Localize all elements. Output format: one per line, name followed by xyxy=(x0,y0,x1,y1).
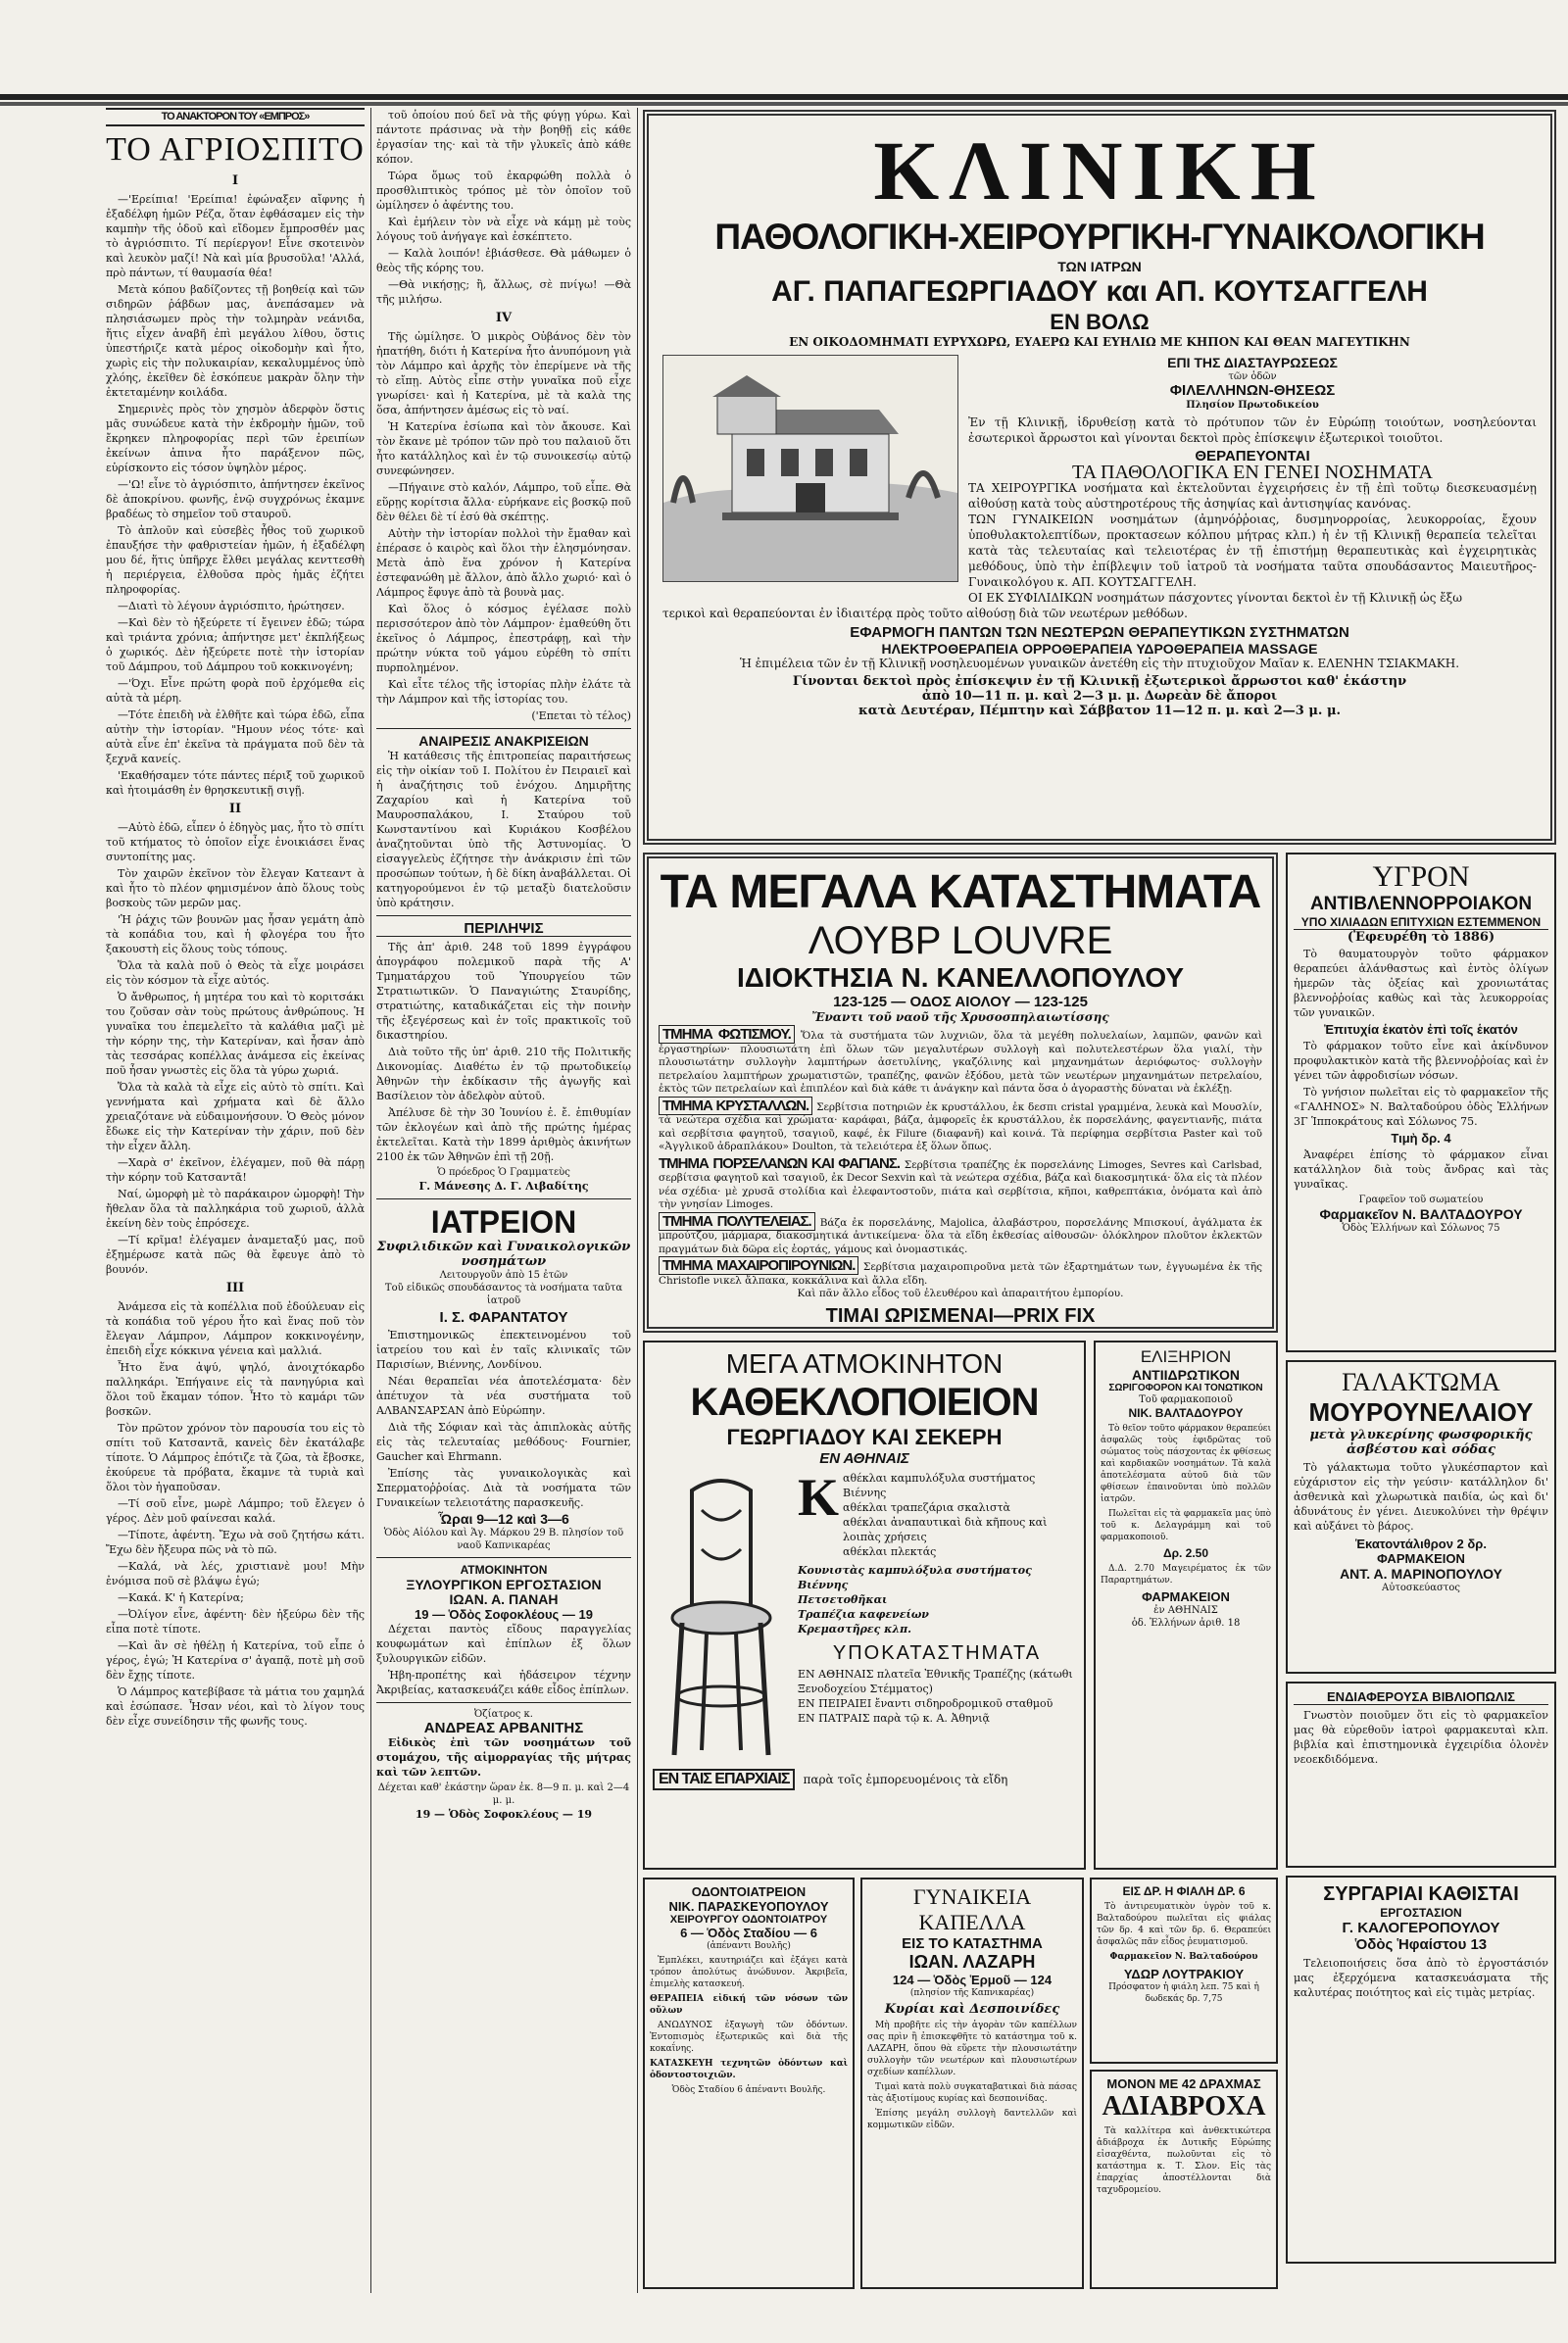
oculist-label: Ὀζίατρος κ. xyxy=(474,1709,533,1720)
story-paragraph: Σημερινὲς πρὸς τὸν χησμὸν ἀδερφὸν ὅστις μᾶς συνώδευε κατὰ τὴν ἐκδρομὴν ἡμῶν, τοῦ ἔκρηκεν πληροφορίας περὶ τῶν ἐρειπίων ἐκείνων ἀπινα ἦτο παράξενον πῶς, εὑρίσκοντο εἰς τόσον ὑψηλὸν μέρος. xyxy=(106,403,365,474)
louvre-address: 123-125 — ΟΔΟΣ ΑΙΟΛΟΥ — 123-125 xyxy=(833,994,1088,1010)
milk-dose: Ἑκατοντάλιθρον 2 δρ. xyxy=(1355,1537,1487,1551)
clinic-treated-heading: ΘΕΡΑΠΕΥΟΝΤΑΙ xyxy=(1195,448,1310,464)
louvre-title: ΤΑ ΜΕΓΑΛΑ ΚΑΤΑΣΤΗΜΑΤΑ xyxy=(660,866,1261,918)
story-paragraph: Ὅλα τὰ καλὰ ποῦ ὁ Θεὸς τὰ εἶχε μοιράσει εἰς τὸν κόσμον τὰ εἶχε αὐτός. xyxy=(106,959,365,987)
clinic-syphilitic: ΟΙ ΕΚ ΣΥΦΙΛΙΔΙΚΩΝ νοσημάτων πάσχοντες γίνονται δεκτοὶ ἐν τῇ Κλινικῇ ὡς ἔξω xyxy=(968,591,1463,605)
chairs-provinces-text: παρὰ τοῖς ἐμπορευομένοις τὰ εἴδη xyxy=(803,1773,1008,1786)
clinic-streets: ΦΙΛΕΛΛΗΝΩΝ-ΘΗΣΕΩΣ xyxy=(1169,382,1336,399)
cod-liver-oil-ad xyxy=(1286,1360,1556,1674)
elixir-owner: ΝΙΚ. ΒΑΛΤΑΔΟΥΡΟΥ xyxy=(1128,1406,1244,1420)
iatreion-text: Ἐπίσης τὰς γυναικολογικὰς καὶ Σπερματοῤῥοίας. Διὰ τὰ νοσήματα τῶν Γυναικείων τελειοτάτης παρασκευῆς. xyxy=(376,1467,631,1509)
oculist-text: Εἰδικὸς ἐπὶ τῶν νοσημάτων τοῦ στομάχου, τῆς αἱμορραγίας τῆς μήτρας καὶ τῶν λεπτῶν. xyxy=(376,1736,631,1779)
elixir-pharmacy: ΦΑΡΜΑΚΕΙΟΝ xyxy=(1142,1589,1230,1604)
bentwood-chair-icon xyxy=(653,1471,790,1765)
drug-name: ΑΝΤΙΒΛΕΝΝΟΡΡΟΙΑΚΟΝ xyxy=(1309,894,1533,914)
clinic-intro: Ἐν τῇ Κλινικῇ, ἱδρυθείσῃ κατὰ τὸ πρότυπον τῶν ἐν Εὐρώπῃ τοιούτων, νοσηλεύονται ἐσωτερικοὶ ἄρρωστοι καὶ γίνονται δεκτοὶ πρὸς ἐπίσκεψιν ἐξωτερικοὶ τοιοῦτοι. xyxy=(968,415,1537,445)
louvre-department-title: ΤΜΗΜΑ ΠΟΛΥΤΕΛΕΙΑΣ. xyxy=(659,1212,815,1231)
drug-success: Ἐπιτυχία ἑκατὸν ἐπὶ τοῖς ἑκατόν xyxy=(1324,1022,1518,1037)
louvre-department xyxy=(659,1212,1262,1257)
story-part-3: III xyxy=(225,1281,245,1295)
milk-pharmacy: ΦΑΡΜΑΚΕΙΟΝ xyxy=(1377,1551,1465,1566)
story-paragraph: Τὸ ἀπλοῦν καὶ εὐσεβὲς ἦθος τοῦ χωρικοῦ ἐπαυξήσε τὴν φαθριστείαν ἡμῶν, ἡ ἐξαδέλφη μου δέ, ἥτις ὑπῆρχε ἔλθει μεγάλας κενττεσθὴ ἡ περιέργεια, ἐλθοῦσα πρὸς ἡμᾶς ἐζήτει πληροφορίας. xyxy=(106,524,365,596)
louvre-department-title: ΤΜΗΜΑ ΦΩΤΙΣΜΟΥ. xyxy=(659,1025,795,1044)
clinic-gynaecological: ΤΩΝ ΓΥΝΑΙΚΕΙΩΝ νοσημάτων (ἀμηνόῤῥοιας, δυσμηνορροίας, λευκορροίας, ἔχουν ὑποθυλακτολεπτίδων, προκτασεων κόλπου μήτρας κλπ.) ἡ ἐν τῇ Κλινικῇ θεραπεία τελεῖται κατὰ τὰς τελευταίας καὶ τελειοτέρας ἐν τῇ ἐπιστήμῃ θεραπευτικὰς καὶ ἐγχειρητικὰς μεθόδους, ὑπὸ τὴν ἐπίβλεψιν τοῦ ἰατροῦ τὰ νοσήματα ταῦτα σπουδάσαντος Μαιευτῆρος-Γυναικολόγου κ. ΑΠ. ΚΟΥΤΣΑΓΓΕΛΗ. xyxy=(968,513,1537,589)
milk-title: ΓΑΛΑΚΤΩΜΑ xyxy=(1342,1368,1500,1396)
story-paragraph: 'Ἡ ῥάχις τῶν βουνῶν μας ἦσαν γεμάτη ἀπὸ τὰ κοπάδια του, καὶ ἡ φλογέρα του ἦτο ξακουστὴ εἰς ὅλους τοὺς τόπους. xyxy=(106,913,365,955)
louvre-ad xyxy=(643,853,1278,1333)
clinic-crossroads: ΕΠΙ ΤΗΣ ΔΙΑΣΤΑΥΡΩΣΕΩΣ xyxy=(1167,355,1338,370)
elixir-ad xyxy=(1094,1341,1278,1870)
story-column-1 xyxy=(106,108,365,2283)
milk-tag: μετὰ γλυκερίνης φωσφορικῆς ἀσβέστου καὶ σόδας xyxy=(1309,1428,1533,1457)
louvre-department xyxy=(659,1154,1263,1212)
iatreion-text: Νέαι θεραπεῖαι νέα ἀποτελέσματα· δὲν ἀπέτυχον τὰ νέα συστήματα τοῦ ΑΛΒΑΝΣΑΡΣΑΝ ἀπὸ Εὐρώπην. xyxy=(376,1375,631,1417)
louvre-opposite: Ἔναντι τοῦ ναοῦ τῆς Χρυσοσπηλαιωτίσσης xyxy=(811,1010,1109,1024)
story-paragraph: —Καὶ ἂν σὲ ἠθέλῃ ἡ Κατερίνα, τοῦ εἶπε ὁ γέρος, ἐγώ; Ἡ Κατερίνα σ' ἀγαπᾷ, ποτὲ μὴ σοῦ δὲν ἔχῃς τίποτε. xyxy=(106,1639,365,1682)
antirheumatic-title: ΕΙΣ ΔΡ. Η ΦΙΑΛΗ ΔΡ. 6 xyxy=(1122,1884,1246,1898)
elixir-pharmacy-address: ἐν ΑΘΗΝΑΙΣ xyxy=(1153,1605,1218,1616)
iatreion-doctor: Ι. Σ. ΦΑΡΑΝΤΑΤΟΥ xyxy=(439,1309,568,1326)
divider xyxy=(376,1198,631,1199)
dentist-make: ΚΑΤΑΣΚΕΥΗ τεχνητῶν ὀδόντων καὶ ὀδοντοστοιχιῶν. xyxy=(650,2059,848,2080)
story-paragraph: Καὶ εἶτε τέλος τῆς ἱστορίας πλὴν ἐλάτε τὰ τὴν Λάμπρον καὶ τῆς ἱστορίας του. xyxy=(376,678,631,706)
woodwork-name: ΞΥΛΟΥΡΓΙΚΟΝ ΕΡΓΟΣΤΑΣΙΟΝ xyxy=(406,1577,602,1592)
milk-text: Τὸ γάλακτωμα τοῦτο γλυκέσπαρτον καὶ εὐχάριστον εἰς τὴν γεύσιν· κατάλληλον δι' ἀσθενικὰ καὶ χλωρωτικὰ παιδία, ὡς καὶ δι' ἀδυνάτους ἐν γένει. Διευκολύνει τὴν θρέψιν καὶ αὐξάνει τὸ βάρος. xyxy=(1294,1461,1548,1533)
clinic-near: Πλησίον Πρωτοδικείου xyxy=(1186,400,1319,411)
hats-title: ΓΥΝΑΙΚΕΙΑ ΚΑΠΕΛΛΑ xyxy=(912,1884,1032,1934)
sugar-sub: ΕΡΓΟΣΤΑΣΙΟΝ xyxy=(1380,1906,1462,1920)
dentist-address-3: Ὁδὸς Σταδίου 6 ἀπέναντι Βουλῆς. xyxy=(671,2085,826,2095)
chairs-branch: ΕΝ ΠΑΤΡΑΙΣ παρὰ τῷ κ. Α. Ἀθηνιᾷ xyxy=(798,1712,990,1725)
story-paragraph: Ὁ Λάμπρος κατεβίβασε τὰ μάτια του χαμηλά καὶ ἐσώπασε. Ἦσαν νέοι, καὶ τὸ λίγον τους δὲν εἶχε συνείδησιν τῆς φωνῆς τους. xyxy=(106,1685,365,1728)
woodwork-owner: ΙΩΑΝ. Α. ΠΑΝΑΗ xyxy=(449,1591,559,1607)
story-part-2: II xyxy=(228,802,242,816)
oculist-name: ΑΝΔΡΕΑΣ ΑΡΒΑΝΙΤΗΣ xyxy=(423,1720,584,1736)
louvre-department xyxy=(659,1099,1262,1154)
louvre-prices: ΤΙΜΑΙ ΩΡΙΣΜΕΝΑΙ—PRIX FIX xyxy=(825,1304,1096,1327)
chairs-city: ΕΝ ΑΘΗΝΑΙΣ xyxy=(819,1450,909,1467)
louvre-department xyxy=(659,1028,1262,1097)
dentist-title: ΟΔΟΝΤΟΙΑΤΡΕΙΟΝ xyxy=(691,1884,807,1899)
story-paragraph: —Πήγαινε στὸ καλόν, Λάμπρο, τοῦ εἶπε. Θὰ εὕρῃς κορίτσια ἄλλα· εὑρήκανε εἰς βοσκῷ ποῦ δὲν θέλει δὲ τί ἐσύ θὰ σκέπτῃς. xyxy=(376,481,631,523)
story-paragraph: —Θὰ νικήσῃς; ἢ, ἄλλως, σὲ πνίγω! —Θὰ τῆς μιλήσω. xyxy=(376,278,631,306)
chairs-branch: ΕΝ ΑΘΗΝΑΙΣ πλατεῖα Ἐθνικῆς Τραπέζης (κάτωθι Ξενοδοχείου Στέμματος) xyxy=(798,1668,1073,1695)
louvre-department-text: Σερβίτσια τραπέζης ἐκ πορσελάνης Limoges, Sevres καὶ Carlsbad, σερβίτσια φαγητοῦ καὶ τσαγιοῦ, ἐκ Decor Sexvin καὶ τὰ νεώτερα σχέδια, βάζα καὶ διακοσμητικά· ὅλα εἰς τὰ πλέον νέα σχέδια· μὲ χρυσᾶ στολίδια καὶ ἐλεφαντοστοῦν, πιάτα καὶ σερβίτσια, κῆποι, καθρεπτάκια, ὀνόματα καὶ ἀπὸ τὴν γνησίαν Limoges. xyxy=(659,1158,1263,1210)
dentist-text: ΑΝΩΔΥΝΟΣ ἐξαγωγὴ τῶν ὀδόντων. Ἐντοπισμὸς ἐξωτερικῶς καὶ διὰ τῆς κοκαΐνης. xyxy=(650,2021,848,2054)
drug-sold: Τὸ γνήσιον πωλεῖται εἰς τὸ φαρμακεῖον τῆς «ΓΑΛΗΝΟΣ» Ν. Βαλταδούρου ὁδὸς Ἑλλήνων 3Γ Ἱπποκράτους καὶ Σόλωνος 75. xyxy=(1294,1086,1548,1128)
elixir-pharmacy-address-2: ὁδ. Ἑλλήνων ἀριθ. 18 xyxy=(1131,1618,1241,1629)
louvre-department-text: Βάζα ἐκ πορσελάνης, Majolica, ἀλαβάστρου, πορσελάνης Μπισκουί, ἀγάλματα ἐκ μπρούτζου, μάρμαρα, διακοσμητικά ἀντικείμενα· ὅλα τὰ εἴδη ἐκθεσίας αἰθουσῶν· ὁλόκληρον πλοῦτον ἐκλεκτῶν πραγμάτων διὰ δῶρα εἰς ἐορτάς, γάμους καὶ ὀνομαστικάς. xyxy=(659,1216,1262,1255)
bottom-band xyxy=(0,2297,1568,2343)
antiblennorrhea-ad xyxy=(1286,853,1556,1352)
story-paragraph: —Χαρὰ σ' ἐκεῖνον, ἐλέγαμεν, ποῦ θὰ πάρῃ τὴν κόρην τοῦ Κατσαντᾶ! xyxy=(106,1156,365,1184)
story-paragraph: —'Ω! εἶνε τὸ ἀγριόσπιτο, ἀπήντησεν ἐκεῖνος δὲ ἀποκρίνου. φωνῆς, ἐνῷ συγχρόνως ἐκαμνε βραδέως τὸ σημεῖον τοῦ σταυροῦ. xyxy=(106,478,365,520)
dentist-address-2: (ἀπέναντι Βουλῆς) xyxy=(707,1941,791,1951)
books-title: ΕΝΔΙΑΦΕΡΟΥΣΑ ΒΙΒΛΙΟΠΩΛΙΣ xyxy=(1294,1689,1548,1705)
oculist-address: 19 — Ὁδὸς Σοφοκλέους — 19 xyxy=(415,1808,593,1821)
story-paragraph: Τὸν πρῶτον χρόνον τὸν παρουσία του εἰς τὸ σπίτι τοῦ Κατσαντᾶ, κανεὶς δὲν ἐκατάλαβε τίποτε. Ὁ Λάμπρος ἐπότιζε τὰ ζῶα, τὰ ἔβοσκε, ἐκούρευε τὰ πρόβατα, ἔκαμνε τὰ τυριὰ καὶ ὅλοι τὸν ἠγαποῦσαν. xyxy=(106,1422,365,1493)
milk-name: ΜΟΥΡΟΥΝΕΛΑΙΟΥ xyxy=(1308,1397,1534,1427)
story-paragraph: —Καλά, νὰ λές, χριστιανὲ μου! Μὴν ἐνόμισα ποῦ σὲ βλάψω ἐγώ; xyxy=(106,1560,365,1587)
dentist-text: Ἐμπλέκει, καυτηριάζει καὶ ἐξάγει κατὰ τρόπον ἀπολύτως ἀνώδυνον. Ἀκριβεῖα, ἐπιμελὴς κατασκευή. xyxy=(650,1956,848,1989)
masthead-label: ΤΟ ΑΝΑΚΤΟΡΟΝ ΤΟΥ «ΕΜΠΡΟΣ» xyxy=(106,108,365,126)
clinic-ad xyxy=(643,110,1556,845)
antirheumatic-text: Τὸ ἀντιρευματικὸν ὑγρὸν τοῦ κ. Βαλταδούρου πωλεῖται εἰς φιάλας τῶν δρ. 4 καὶ τῶν δρ. 6. Θεραπεύει ἀσφαλῶς πᾶν εἶδος ῥευματισμοῦ. xyxy=(1097,1902,1271,1947)
story-paragraph: —Τί κρῖμα! ἐλέγαμεν ἀναμεταξύ μας, ποῦ ἐξημέρωσε κατὰ πῶς θὰ ἔφευγε ἀπὸ τὸ βουνόν. xyxy=(106,1234,365,1276)
chairs-list-item: αθέκλαι τραπεζάρια σκαλιστὰ xyxy=(843,1501,1010,1514)
continued-note: ('Επεται τὸ τέλος) xyxy=(531,709,631,722)
story-paragraph: Καὶ ἐμήλειν τὸν νὰ εἶχε νὰ κάμῃ μὲ τοὺς λόγους τοῦ ἀνήγαγε καὶ ἐσκέπτετο. xyxy=(376,216,631,243)
chairs-product: Τραπέζια καφενείων xyxy=(798,1608,929,1621)
story-paragraph: —Τίποτε, ἀφέντη. Ἔχω νὰ σοῦ ζητήσω κάτι. Ἔχω δὲν ἤξευρα πῶς νὰ τὸ πῶ. xyxy=(106,1529,365,1556)
chairs-list-item: αθέκλαι καμπυλόξυλα συστήματος Βιέννης xyxy=(843,1472,1036,1499)
chair-factory-ad xyxy=(643,1341,1086,1870)
column-rule xyxy=(370,108,371,2293)
sugar-text: Τελειοποιήσεις ὅσα ἀπὸ τὸ ἐργοστάσιόν μας ἐξερχόμενα κατασκευάσματα τῆς καλυτέρας ποιότητος καὶ εἰς τιμὰς μετρίας. xyxy=(1294,1957,1548,1999)
clinic-treated-all: ΤΑ ΠΑΘΟΛΟΓΙΚΑ ΕΝ ΓΕΝΕΙ ΝΟΣΗΜΑΤΑ xyxy=(1072,462,1433,483)
raincoat-ad xyxy=(1090,2070,1278,2289)
woodwork-title: ΑΤΜΟΚΙΝΗΤΟΝ xyxy=(460,1563,548,1577)
clinic-streets-of: τῶν ὁδῶν xyxy=(1228,371,1277,382)
chairs-branch: ΕΝ ΠΕΙΡΑΙΕΙ ἔναντι σιδηροδρομικοῦ σταθμοῦ xyxy=(798,1697,1054,1710)
villa-illustration xyxy=(663,356,957,581)
story-part-4: IV xyxy=(495,311,513,325)
elixir-text: Πωλεῖται εἰς τὰ φαρμακεῖα μας ὑπὸ τοῦ κ. Δελαγράμμη καὶ τοῦ φαρμακοποιοῦ. xyxy=(1101,1509,1271,1542)
louvre-department-text: Σερβίτσια μαχαιροπιροῦνα μετὰ τῶν ἐξαρτημάτων των, ἐγγυωμένα ἐκ τῆς Christofle νικελ ἄλπακα, κοκκάλινα καὶ ἄλλα εἴδη. xyxy=(659,1261,1262,1287)
antirheumatic-pharmacy: Φαρμακεῖον Ν. Βαλταδούρου xyxy=(1109,1952,1258,1962)
summary-signature-title: Ὁ πρόεδρος Ὁ Γραμματεὺς xyxy=(437,1167,570,1178)
elixir-price: Δρ. 2.50 xyxy=(1162,1546,1209,1560)
clinic-subtitle: ΠΑΘΟΛΟΓΙΚΗ-ΧΕΙΡΟΥΡΓΙΚΗ-ΓΥΝΑΙΚΟΛΟΓΙΚΗ xyxy=(714,217,1485,257)
clinic-hours: Γίνονται δεκτοὶ πρὸς ἐπίσκεψιν ἐν τῇ Κλινικῇ ἐξωτερικοὶ ἄρρωστοι καθ' ἑκάστην xyxy=(792,674,1407,689)
story-paragraph: Ἀνάμεσα εἰς τὰ κοπέλλια ποῦ ἐδούλευαν εἰς τὰ κοπάδια τοῦ γέρου ἦτο καὶ ἕνας ποῦ τὸν ἔλεγαν Λάμπρον, Λάμπρον κοκκινογένην, ἐπειδὴ εἶχε κόκκινα γένεια καὶ μαλλιά. xyxy=(106,1300,365,1357)
hats-text: Τιμαὶ κατὰ πολὺ συγκαταβατικαὶ διὰ πάσας τὰς ἀξιοτίμους κυρίας καὶ δεσποινίδας. xyxy=(867,2082,1077,2104)
iatreion-address: Ὁδὸς Αἰόλου καὶ Ἁγ. Μάρκου 29 Β. πλησίον τοῦ ναοῦ Καπνικαρέας xyxy=(383,1528,624,1551)
summary-text: Διὰ τοῦτο τῆς ὑπ' ἀριθ. 210 τῆς Πολιτικῆς Δικονομίας. Διαθέτω ἐν τῷ πρωτοδικείῳ Ἀθηνῶν τὴν ἐκδίκασιν τῆς ἀγωγῆς καὶ Βασίλειον τὸν ἀδελφὸν αὐτοῦ. xyxy=(376,1046,631,1102)
clinic-of-doctors: ΤΩΝ ΙΑΤΡΩΝ xyxy=(1057,259,1142,274)
chairs-product: Κρεμαστῆρες κλπ. xyxy=(798,1623,911,1635)
dentist-therapy: ΘΕΡΑΠΕΙΑ εἰδική τῶν νόσων τῶν οὔλων xyxy=(650,1994,848,2016)
summary-title: ΠΕΡΙΛΗΨΙΣ xyxy=(376,921,631,937)
iatreion-text: Διὰ τῆς Σόφιαν καὶ τὰς ἀπιπλοκὰς αὐτῆς εἰς τὰς τελευταίας μεθόδους· Fournier, Gaucher καὶ Ehrmann. xyxy=(376,1421,631,1463)
clinic-hours-3: κατὰ Δευτέραν, Πέμπτην καὶ Σάββατον 11—12 π. μ. καὶ 2—3 μ. μ. xyxy=(858,704,1341,718)
books-text: Γνωστὸν ποιοῦμεν ὅτι εἰς τὸ φαρμακεῖον μας θὰ εὑρεθοῦν ἰατροὶ φαρμακευταὶ κλπ. βιβλία καὶ ἐπιστημονικὰ ἐγχειρίδια ὁλονὲν νεοεκδιδόμενα. xyxy=(1294,1709,1548,1766)
antirheumatic-ad xyxy=(1090,1878,1278,2064)
story-paragraph: Ἦτο ἕνα ἀψύ, ψηλό, ἀνοιχτόκαρδο παλληκάρι. Ἐπήγαινε εἰς τὰ πανηγύρια καὶ ὅλοι τοῦ ἔκαμαν τόπον. Ἦτο τὸ καμάρι τῶν βοσκῶν. xyxy=(106,1361,365,1418)
story-paragraph: —'Όχι. Εἶνε πρώτη φορὰ ποῦ ἐρχόμεθα εἰς αὐτὰ τὰ μέρη. xyxy=(106,677,365,705)
column-rule xyxy=(637,108,638,2293)
drug-text: Τὸ θαυματουργὸν τοῦτο φάρμακον θεραπεύει ἀλάνθαστως καὶ ἐντὸς ὀλίγων ἡμερῶν τὰς ὀξείας καὶ χρονιωτάτας βλεννοῤῥοίας καθὼς καὶ τὰς λευκορροίας τῶν γυναικῶν. xyxy=(1294,948,1548,1019)
clinic-building: ΕΝ ΟΙΚΟΔΟΜΗΜΑΤΙ ΕΥΡΥΧΩΡΩ, ΕΥΑΕΡΩ ΚΑΙ ΕΥΗΛΙΩ ΜΕ ΚΗΠΟΝ ΚΑΙ ΘΕΑΝ ΜΑΓΕΥΤΙΚΗΝ xyxy=(789,335,1410,349)
woodwork-text: Ἡβη-προπέτης καὶ ἠδάσειρον τέχνην Ἀκριβείας, κατασκευάζει κάθε εἶδος ἐπίπλων. xyxy=(376,1669,631,1696)
drug-sub: ΥΠΟ ΧΙΛΙΑΔΩΝ ΕΠΙΤΥΧΙΩΝ ΕΣΤΕΜΜΕΝΟΝ xyxy=(1294,915,1548,930)
elixir-name: ΑΝΤΙΙΔΡΩΤΙΚΟΝ xyxy=(1131,1367,1241,1383)
story-paragraph: Ναί, ὡμορφὴ μὲ τὸ παράκαιρον ὡμορφὴ! Τὴν ἤθελαν ὅλα τὰ παλληκάρια τοῦ χωριοῦ, ἀλλὰ ἐκείνη δὲν τοὺς ἐπρόσεχε. xyxy=(106,1188,365,1230)
summary-signature-names: Γ. Μάνεσης Δ. Γ. Λιβαδίτης xyxy=(418,1180,589,1193)
clinic-syphilitic-2: τερικοὶ καὶ θεραπεύονται ἐν ἰδιαιτέρᾳ πρὸς τοῦτο αἰθούσῃ διὰ τῶν νεωτέρων μεθόδων. xyxy=(662,607,1188,620)
chairs-product: Πετσετοθῆκαι xyxy=(798,1593,888,1606)
elixir-text: Τὸ θεῖον τοῦτο φάρμακον θεραπεύει ἀσφαλῶς τοὺς ἐφιδρῶτας τοῦ σώματος τοὺς πάσχοντας ἐκ φθίσεως καὶ καρδιακῶν νοσημάτων. Τὰ καλὰ ἀποτελέσματα αὐτοῦ διὰ τῶν φθίσεων ἐπαινοῦνται ὑπὸ πολλῶν ἰατρῶν. xyxy=(1101,1424,1271,1504)
story-paragraph: Μετὰ κόπου βαδίζοντες τῇ βοηθείᾳ καὶ τῶν σιδηρῶν ῥάβδων μας, ἀνεπάσαμεν νὰ πλησιάσωμεν πρὸς τὴν τολμηρὰν νεάνιδα, ἥτις εἶχεν ἀναβῆ ἐπὶ μεγάλου λίθου, ὅστις ὑπεστήριζε κατὰ μέρος οἰκοδομὴν καὶ ἧτο, χωρὶς εἰς τὴν πολυκαιρίαν, κεκαλυμμένος ὑπὸ χλόης, ἐκεῖθεν δὲ ἐσκόπευε μακρὰν ὅλην τὴν ἐκτεταμένην κοιλάδα. xyxy=(106,283,365,399)
drug-text: Ἀναφέρει ἐπίσης τὸ φάρμακον εἶναι κατάλληλον διὰ τοὺς ἄνδρας καὶ τὰς γυναῖκας. xyxy=(1294,1148,1548,1191)
summary-text: Τῆς ἀπ' ἀριθ. 248 τοῦ 1899 ἐγγράφου ἀπογράφου πολεμικοῦ παρὰ τῆς Α' Τμηματάρχου τοῦ Ὑπουργείου τῶν Στρατιωτικῶν. Ὁ Παναγιώτης Σταυρίδης, στρατιώτης, καταδικάζεται εἰς τὴν ποινὴν τῆς ἐξεγέρσεως καὶ ἐν τοῖς πρακτικοῖς τοῦ δικαστηρίου. xyxy=(376,941,631,1042)
loutraki-water-text: Πρόσφατον ἡ φιάλη λεπ. 75 καὶ ἡ δωδεκάς δρ. 7,75 xyxy=(1108,1982,1259,2004)
story-paragraph: Ὅλα τὰ καλὰ τὰ εἶχε εἰς αὐτὸ τὸ σπίτι. Καὶ γεννήματα καὶ χρήματα καὶ δὲ ἄλλο χρειαζότανε νὰ εὐδαιμονήσουν. Ὁ Θεὸς μόνον ἔδωκε εἰς τὴν Κατερίναν τὴν χάριν, ποῦ δὲν τὴν εἶχεν ἄλλη. xyxy=(106,1081,365,1152)
woodwork-address: 19 — Ὁδὸς Σοφοκλέους — 19 xyxy=(415,1607,593,1622)
louvre-tail: Καὶ πᾶν ἄλλο εἶδος τοῦ ἐλευθέρου καὶ ἀπαραιτήτου ἐμπορίου. xyxy=(797,1288,1124,1299)
clinic-title: ΚΛΙΝΙΚΗ xyxy=(873,123,1326,218)
louvre-department-title: ΤΜΗΜΑ ΚΡΥΣΤΑΛΛΩΝ. xyxy=(659,1097,812,1115)
drug-pharmacy-address: Ὁδὸς Ἑλλήνων καὶ Σόλωνος 75 xyxy=(1342,1223,1500,1234)
elixir-title: ΕΛΙΞΗΡΙΟΝ xyxy=(1140,1347,1232,1366)
masthead-strip xyxy=(0,102,1568,106)
rumor-text: Ἡ κατάθεσις τῆς ἐπιτροπείας παραιτήσεως εἰς τὴν οἰκίαν τοῦ Ι. Πολίτου ἐν Πειραιεῖ καὶ ἡ ἀναζήτησις τοῦ ἐνόχου. Δημιρῆτης Ζαχαρίου καὶ ἡ Κατερίνα τοῦ Μαυροσπαλάκου, Ι. Σταύρου τοῦ Κωνσταντίνου καὶ Κυριάκου Κοσβέλου ἀναζητοῦνται ὑπὸ τῆς Ἀστυνομίας. Ὁ εἰσαγγελεὺς ἐζήτησε τὴν ἀνάκρισιν ἐπὶ τῶν προσώπων τούτων, ἡ δὲ δίκη ἀναβάλλεται. Οἱ κατηγορούμενοι ἐν τῷ μεταξὺ διατελοῦσιν ὑπὸ κράτησιν. xyxy=(376,750,631,909)
hats-owner: ΙΩΑΝ. ΛΑΖΑΡΗ xyxy=(908,1952,1036,1972)
raincoat-name: ΑΔΙΑΒΡΟΧΑ xyxy=(1102,2091,1266,2122)
dentist-ad xyxy=(643,1878,855,2289)
story-part-1: I xyxy=(231,173,239,188)
chairs-list-item: αθέκλαι ἀναπαυτικαὶ διὰ κῆπους καὶ λοιπὰς χρήσεις xyxy=(843,1516,1048,1543)
chairs-list-item: αθέκλαι πλεκτάς xyxy=(843,1545,937,1558)
rumor-title: ΑΝΑΙΡΕΣΙΣ ΑΝΑΚΡΙΣΕΙΩΝ xyxy=(418,733,589,749)
chairs-product: Κουνιστὰς καμπυλόξυλα συστήματος Βιέννης xyxy=(798,1564,1032,1591)
iatreion-text: Ἐπιστημονικῶς ἐπεκτεινομένου τοῦ ἰατρείου του καὶ ἐν ταῖς κλινικαῖς τῶν Παρισίων, Βιέννης, Λονδίνου. xyxy=(376,1329,631,1371)
milk-place: Αὐτοσκεύαστος xyxy=(1382,1583,1460,1593)
chairs-title: ΜΕΓΑ ΑΤΜΟΚΙΝΗΤΟΝ xyxy=(725,1348,1004,1379)
drop-cap: Κ xyxy=(798,1468,840,1527)
louvre-name: ΛΟΥΒΡ LOUVRE xyxy=(808,919,1113,962)
divider xyxy=(376,1557,631,1558)
drug-office: Γραφεῖον τοῦ σωματείου xyxy=(1358,1195,1484,1205)
books-notice xyxy=(1286,1682,1556,1868)
divider xyxy=(376,728,631,729)
divider xyxy=(376,915,631,916)
story-paragraph: Καὶ ὅλος ὁ κόσμος ἐγέλασε πολὺ περισσότερον ἀπὸ τὸν Λάμπρον· ἐμαθεύθη ὅτι ἐκεῖνος ὁ Λάμπρος, ἐπεστράφῃ, καὶ τὴν πρώτην νύκτα τοῦ γάμου εὑρέθη τὸ σπίτι πυρπολημένον. xyxy=(376,603,631,674)
story-paragraph: Τὸν χαιρῶν ἐκεῖνον τὸν ἔλεγαν Κατεαντ ὰ καὶ ἦτο τὸ πλέον φημισμένον ἀπὸ ὅλους τοὺς βοσκοὺς τῶν μερῶν μας. xyxy=(106,867,365,909)
chairs-owners: ΓΕΩΡΓΙΑΔΟΥ ΚΑΙ ΣΕΚΕΡΗ xyxy=(726,1425,1003,1449)
louvre-department-title: ΤΜΗΜΑ ΠΟΡΣΕΛΑΝΩΝ ΚΑΙ ΦΑΓΙΑΝΣ. xyxy=(659,1154,901,1172)
elixir-by: Τοῦ φαρμακοποιοῦ xyxy=(1139,1394,1233,1405)
story-column-2 xyxy=(376,108,631,2293)
chairs-name: ΚΑΘΕΚΛΟΠΟΙΕΙΟΝ xyxy=(690,1381,1039,1424)
story-paragraph: 'Εκαθήσαμεν τότε πάντες πέριξ τοῦ χωρικοῦ καὶ ἠτοιμάσθη ἐν θρησκευτικῇ σιγῇ. xyxy=(106,769,365,797)
drug-price: Τιμὴ δρ. 4 xyxy=(1391,1131,1451,1146)
dentist-address: 6 — Ὁδὸς Σταδίου — 6 xyxy=(680,1926,817,1940)
clinic-systems-2: ΗΛΕΚΤΡΟΘΕΡΑΠΕΙΑ ΟΡΡΟΘΕΡΑΠΕΙΑ ΥΔΡΟΘΕΡΑΠΕΙΑ MASSAGE xyxy=(881,641,1318,657)
story-paragraph: —Τότε ἐπειδὴ νὰ ἐλθῆτε καὶ τώρα ἐδῶ, εἶπα αὐτὴν τὴν ἱστορίαν. "Ημουν νέος τότε· καὶ αὐτὰ εἶνε ἐπ' ἐκεῖνα τὰ πράγματα ποῦ δὲν τὰ ξεχνᾶ κανείς. xyxy=(106,708,365,765)
sugar-owner: Γ. ΚΑΛΟΓΕΡΟΠΟΥΛΟΥ xyxy=(1342,1920,1500,1936)
elixir-sub: ΣΩΡΙΓΟΦΟΡΟΝ ΚΑΙ ΤΟΝΩΤΙΚΟΝ xyxy=(1108,1383,1263,1393)
story-paragraph: —'Ερείπια! 'Ερείπια! ἐφώναξεν αἴφνης ἡ ἐξαδέλφη ἡμῶν Ρέζα, ὅταν ἐφθάσαμεν εἰς τὴν καμπὴν τῆς ὁδοῦ καὶ εἴδομεν ἔμπροσθέν μας τὸ ἀγριόσπιτο. Τί περίεργον! Εἶνε σκοτεινὸν καὶ λευκὸν μαζί! Νὰ καὶ μία βρυσοῦλα! 'Αλλά, πρὸ πάντων, τί θαυμασία θέα! xyxy=(106,193,365,279)
story-paragraph: —Διατὶ τὸ λέγουν ἀγριόσπιτο, ἠρώτησεν. xyxy=(118,600,345,612)
hats-address: 124 — Ὁδὸς Ἑρμοῦ — 124 xyxy=(892,1973,1053,1987)
hats-footer: Ἐπίσης μεγάλη συλλογὴ δαντελλῶν καὶ κομμωτικῶν εἰδῶν. xyxy=(867,2109,1077,2130)
drug-year: (Ἐφευρέθη τὸ 1886) xyxy=(1347,930,1495,945)
chair-illustration xyxy=(653,1471,790,1765)
louvre-department xyxy=(659,1259,1262,1288)
drug-pharmacy: Φαρμακεῖον Ν. ΒΑΛΤΑΔΟΥΡΟΥ xyxy=(1319,1206,1523,1222)
sugar-title: ΣΥΡΓΑΡΙΑΙ ΚΑΘΙΣΤΑΙ xyxy=(1323,1883,1519,1905)
clinic-systems: ΕΦΑΡΜΟΓΗ ΠΑΝΤΩΝ ΤΩΝ ΝΕΩΤΕΡΩΝ ΘΕΡΑΠΕΥΤΙΚΩΝ ΣΥΣΤΗΜΑΤΩΝ xyxy=(850,624,1349,641)
divider xyxy=(376,1702,631,1703)
drug-title: ΥΓΡΟΝ xyxy=(1372,860,1470,893)
clinic-surgical: ΤΑ ΧΕΙΡΟΥΡΓΙΚΑ νοσήματα καὶ ἐκτελοῦνται ἐγχειρήσεις ἐν τῇ ἐπὶ τοῦτῳ διεσκευασμένῃ αἰθούσῃ κατὰ τοὺς αὐστηροτέρους τῆς ἀσηψίας καὶ ἀντισηψίας κανόνας. xyxy=(968,481,1537,511)
louvre-department-title: ΤΜΗΜΑ ΜΑΧΑΙΡΟΠΙΡΟΥΝΙΩΝ. xyxy=(659,1256,858,1275)
story-title: ΤΟ ΑΓΡΙΟΣΠΙΤΟ xyxy=(106,131,365,168)
story-paragraph: Τῆς ὡμίλησε. Ὁ μικρὸς Οὐβάνος δὲν τὸν ἠπατήθη, διότι ἡ Κατερίνα ἦτο ἀνυπόμονη γιὰ τὸν Λάμπρο καὶ ἀρχῆς τὸν ἐπερίμενε νὰ τῆς τὸ εἴπῃ. Αὐτὸς εἶπε στὴν γυναῖκα ποῦ εἶχε γνωρίσει· καὶ ἡ Κατερίνα, μὲ τὰ καλὰ της ὅσα, ἀπήντησεν ἀμέσως εἰς τὸ ναί. xyxy=(376,330,631,416)
iatreion-ad xyxy=(376,1204,631,1552)
clinic-hours-2: ἀπὸ 10—11 π. μ. καὶ 2—3 μ. μ. Δωρεὰν δὲ ἄποροι xyxy=(921,689,1278,704)
summary-text: Ἀπέλυσε δὲ τὴν 30 Ἰουνίου ἐ. ἔ. ἐπιθυμίαν τῶν ἐκλογέων καὶ ἀπὸ τῆς πρώτης ἡμέρας ἐκτελεῖται. Κατὰ τὴν 1899 ἀριθμὸς ἀκινήτων 2100 ἐκ τῶν Ἀθηνῶν ἐπὶ τῇ 20ῇ. xyxy=(376,1106,631,1163)
louvre-department-text: Σερβίτσια ποτηριῶν ἐκ κρυστάλλου, ἐκ δεσπι cristal γραμμένα, λευκὰ καὶ Μουσλίν, τὰ νεώτερα σχέδια καὶ χρώματα· καράφαι, βάζα, ἀμφορεῖς ἐκ κρυστάλλου, ἐκ πορσελάνης, φαγεντιανῆς, πιάτα καὶ σερβίτσια φαγητοῦ, τσαγιοῦ, καφέ, ἐκ Filure (διαφανῆ) καὶ κοινά. Τὰ περίφημα σερβίτσια Paster καὶ τοῦ «Ἀγγλικοῦ ἀδραπλάκου» Doulton, τὰ τελειότερα ἐξ ὅλων ὅπως. xyxy=(659,1100,1262,1152)
story-paragraph: Αὐτὴν τὴν ἱστορίαν πολλοὶ τὴν ἔμαθαν καὶ ἐπέρασε ὁ καιρὸς καὶ ὅλοι τὴν ἐλησμόνησαν. Μετὰ ἀπὸ ἕνα χρόνον ἡ Κατερίνα ἐστεφανώθη μὲ ἄλλον, ἀπὸ ἄλλο χωριό· καὶ ὁ Λάμπρος ἔφυγε ἀπὸ τὰ βουνὰ μας. xyxy=(376,527,631,599)
drug-text: Τὸ φάρμακον τοῦτο εἶνε καὶ ἀκίνδυνον προφυλακτικὸν κατὰ τῆς βλεννοῤῥοίας καὶ ἐν γένει τῶν ἀφροδισίων νόσων. xyxy=(1294,1040,1548,1082)
hats-address-2: (πλησίον τῆς Καπνικαρέας) xyxy=(909,1988,1035,1998)
hats-sub: ΕΙΣ ΤΟ ΚΑΤΑΣΤΗΜΑ xyxy=(902,1935,1043,1952)
iatreion-sub1: Συφιλιδικῶν καὶ Γυναικολογικῶν νοσημάτων xyxy=(376,1240,631,1269)
loutraki-water-title: ΥΔΩΡ ΛΟΥΤΡΑΚΙΟΥ xyxy=(1123,1967,1245,1981)
story-paragraph: —Τί σοῦ εἶνε, μωρὲ Λάμπρο; τοῦ ἔλεγεν ὁ γέρος. Δὲν μοῦ φαίνεσαι καλά. xyxy=(106,1497,365,1525)
sugar-address: Ὁδὸς Ἡφαίστου 13 xyxy=(1354,1936,1488,1953)
iatreion-title: ΙΑΤΡΕΙΟΝ xyxy=(430,1204,577,1240)
story-paragraph: Ἡ Κατερίνα ἐσίωπα καὶ τὸν ἄκουσε. Καὶ τὸν ἔκανε μὲ τρόπον τῶν πρὸ του παλαιοῦ ὅτι ἦτο κατάλληλος καὶ ἐν τῷ συνοικεσίῳ αὐτῷ συνεφώνησεν. xyxy=(376,420,631,477)
dentist-role: ΧΕΙΡΟΥΡΓΟΥ ΟΔΟΝΤΟΙΑΤΡΟΥ xyxy=(669,1914,828,1926)
iatreion-sub3: Τοῦ εἰδικῶς σπουδάσαντος τὰ νοσήματα ταῦτα ἰατροῦ xyxy=(384,1283,623,1306)
dentist-name: ΝΙΚ. ΠΑΡΑΣΚΕΥΟΠΟΥΛΟΥ xyxy=(668,1899,829,1914)
iatreion-sub2: Λειτουργοῦν ἀπὸ 15 ἐτῶν xyxy=(439,1270,568,1281)
elixir-text: Δ.Δ. 2.70 Μαγειρέματος ἐκ τῶν Παραρτημάτων. xyxy=(1101,1564,1271,1586)
clinic-doctors: ΑΓ. ΠΑΠΑΓΕΩΡΓΙΑΔΟΥ και ΑΠ. ΚΟΥΤΣΑΓΓΕΛΗ xyxy=(771,275,1428,308)
chairs-provinces: ΕΝ ΤΑΙΣ ΕΠΑΡΧΙΑΙΣ xyxy=(653,1769,795,1790)
story-paragraph: τοῦ ὁποίου πού δεῖ νὰ τῆς φύγῃ γύρω. Καὶ πάντοτε πράσινας νὰ τὴν βοηθῇ εἰς κάθε ἐργασίαν της· καὶ τὰ τῆν γλυκεῖς ἀπὸ κάθε κόπον. xyxy=(376,109,631,166)
sugar-factory-ad xyxy=(1286,1876,1556,2264)
milk-owner: ΑΝΤ. Α. ΜΑΡΙΝΟΠΟΥΛΟΥ xyxy=(1340,1566,1502,1582)
story-paragraph: — Καλὰ λοιπόν! ἐβιάσθεσε. Θὰ μάθωμεν ὁ θεὸς τῆς κόρης του. xyxy=(376,247,631,274)
hats-text: Μὴ προβῆτε εἰς τὴν ἀγορὰν τῶν καπέλλων σας πρὶν ἢ ἐπισκεφθῆτε τὸ κατάστημα τοῦ κ. ΛΑΖΑΡΗ, ὅπου θὰ εὕρετε τὴν πλουσιωτάτην συλλογὴν τῶν νεωτέρων καὶ πλουσιωτέρων σχεδίων καπέλλων. xyxy=(867,2021,1077,2077)
oculist-hours: Δέχεται καθ' ἑκάστην ὥραν ἐκ. 8—9 π. μ. καὶ 2—4 μ. μ. xyxy=(377,1782,630,1806)
louvre-department-text: Ὅλα τὰ συστήματα τῶν λυχνιῶν, ὅλα τὰ μεγέθη πολυελαίων, λαμπῶν, φανῶν καὶ ἐργαστηρίων· πλουσιωτάτη ἐπὶ ὅλων τῶν μεγαλυτέρων συλλογὴ καὶ πολυτελεστέρων ὅλα γιαλί, τὴν πλουσιωτάτην συλλογὴν λαμπτήρων ἀσετυλίνης, γκαζόλινης καὶ μηχανημάτων ἀεριόφωτος· συλλογὴν πετρελαίου λαμπτήρων χρωματιστῶν, τραπέζης, φανῶν ἐξόδου, μετὰ τῶν νεωτέρων μηχανημάτων πετρελαίου, ἐκτὸς τῶν πετρελαίων καὶ ἐπιπλέον καὶ διὰ κάθε τι ἀνάγκην καὶ πάντα ὅσα ὁ ἀγοραστὴς δύναται νὰ ἐκλέξῃ. xyxy=(659,1030,1262,1095)
story-paragraph: —Καὶ δὲν τὸ ἠξεύρετε τί ἔγεινεν ἐδῶ; τώρα καὶ τριάντα χρόνια; ἀπήντησε μετ' ἐκπλήξεως ὁ χωρικός. Δὲν ἠξεύρετε ποτὲ τὴν ἱστορίαν τοῦ Δάμπρου, τοῦ Δάμπρου τοῦ κοκκινογένη; xyxy=(106,616,365,673)
womens-hats-ad xyxy=(860,1878,1084,2289)
story-paragraph: —Κακά. Κ' ἡ Κατερίνα; xyxy=(118,1591,244,1604)
story-paragraph: Ὁ ἄνθρωπος, ἡ μητέρα του καὶ τὸ κοριτσάκι του ζοῦσαν σὰν τοὺς πρώτους ἀνθρώπους. Ἡ γυναῖκα του ἐπεμελεῖτο τὰ καλάθια μαζὶ μὲ τὴν κόρην της, τὴν Κατερίναν, καὶ ἦσαν ἀπὸ τὰς τεσσάρας κοπέλλας ἀνάμεσα εἰς ἐκείνας ποῦ ἦσαν γνωστὲς εἰς ὅλα τὰ γύρω χωριά. xyxy=(106,991,365,1077)
raincoat-title: ΜΟΝΟΝ ΜΕ 42 ΔΡΑΧΜΑΣ xyxy=(1106,2076,1261,2091)
clinic-nurse: Ἡ ἐπιμέλεια τῶν ἐν τῇ Κλινικῇ νοσηλευομένων γυναικῶν ἀνετέθη εἰς τὴν πτυχιοῦχον Μαῖαν κ. ΕΛΕΝΗΝ ΤΣΙΑΚΜΑΚΗ. xyxy=(739,657,1460,670)
story-paragraph: —Ὀλίγον εἶνε, ἀφέντη· δὲν ἠξεύρω δὲν τῆς εἶπα ποτὲ τίποτε. xyxy=(106,1608,365,1635)
clinic-city: ΕΝ ΒΟΛΩ xyxy=(1050,310,1150,334)
woodwork-ad xyxy=(376,1563,631,1822)
story-paragraph: —Αὐτὸ ἐδῶ, εἶπεν ὁ ἐδηγὸς μας, ἦτο τὸ σπίτι τοῦ κτήματος τὸ ὁποῖον εἶχε ἐνοικιάσει ἕνας συντοπίτης μας. xyxy=(106,821,365,863)
woodwork-text: Δέχεται παντὸς εἴδους παραγγελίας κουφωμάτων καὶ ἐπίπλων ἐξ ὅλων ξυλουργικῶν εἰδῶν. xyxy=(376,1623,631,1665)
raincoat-text: Τὰ καλλίτερα καὶ ἀνθεκτικώτερα ἀδιάβροχα ἐκ Δυτικῆς Εὐρώπης εἰσαχθέντα, πωλοῦνται εἰς τὸ κατάστημα κ. Τ. Σλον. Εἰς τὰς ἐπαρχίας ἀποστέλλονται διὰ ταχυδρομείου. xyxy=(1097,2126,1271,2195)
chairs-branches: ΥΠΟΚΑΤΑΣΤΗΜΑΤΑ xyxy=(832,1642,1042,1664)
story-paragraph: Τώρα ὅμως τοῦ ἐκαρφώθη πολλὰ ὁ προσθλιπτικὸς τρόπος μὲ τὸν ὁποῖον τοῦ ὡμίλησεν ὁ ἀφέντης του. xyxy=(376,170,631,212)
hats-salutation: Κυρίαι καὶ Δεσποινίδες xyxy=(884,2002,1060,2017)
clinic-building-image xyxy=(662,355,958,582)
top-band xyxy=(0,94,1568,100)
louvre-owner: ΙΔΙΟΚΤΗΣΙΑ Ν. ΚΑΝΕΛΛΟΠΟΥΛΟΥ xyxy=(736,962,1185,993)
iatreion-hours: Ὧραι 9—12 καὶ 3—6 xyxy=(438,1511,569,1527)
